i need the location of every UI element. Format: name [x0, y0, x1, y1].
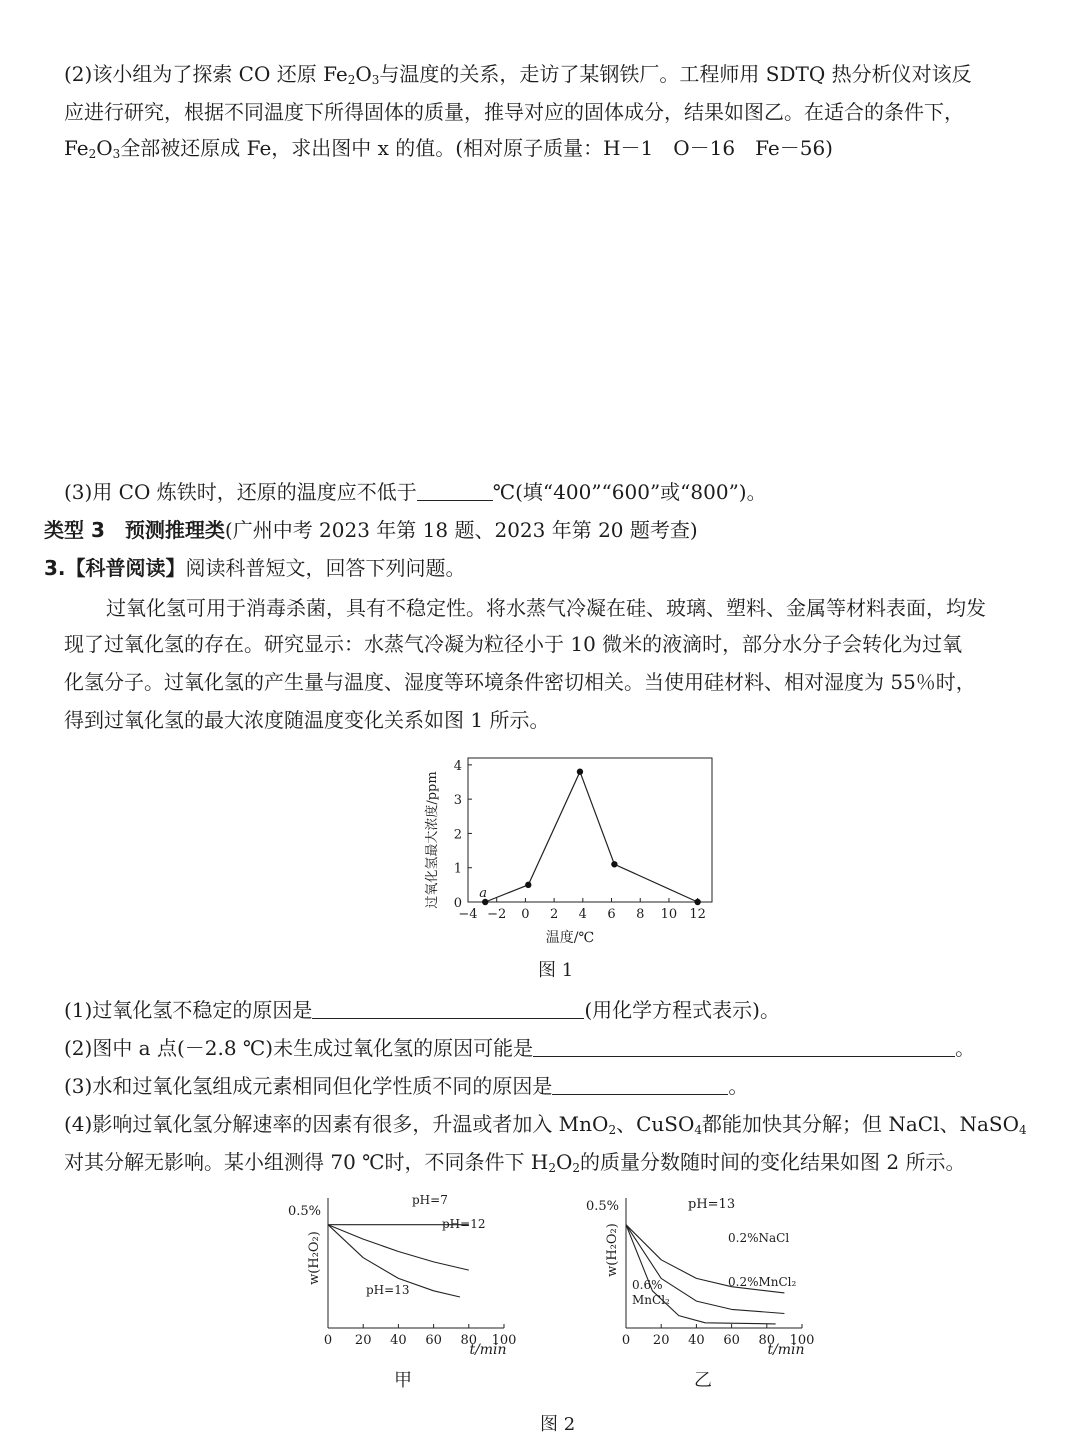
item3-heading	[44, 556, 466, 580]
question-4-line2-a: 对其分解无影响。某小组测得 70 ℃时，不同条件下 H	[64, 1150, 549, 1174]
fig1-x-tick-label: −2	[487, 907, 507, 922]
passage-line-4: 得到过氧化氢的最大浓度随温度变化关系如图 1 所示。	[64, 708, 550, 732]
fig1-y-tick-label: 4	[453, 758, 462, 774]
fig2b-x-tick-label: 40	[688, 1333, 705, 1348]
fig1-x-tick-label: 2	[549, 907, 559, 922]
q2-text-c: 与温度的关系，走访了某钢铁厂。工程师用 SDTQ 热分析仪对该反	[379, 62, 972, 86]
fig2a-x-tick-label: 80	[460, 1333, 478, 1348]
type3-note: (广州中考 2023 年第 18 题、2023 年第 20 题考查)	[224, 518, 698, 542]
q2-line-1: (2)该小组为了探索 CO 还原 $Fe_2O_3$与温度的关系，走访了某钢铁厂。工程师用 SDTQ 热分析仪对该反	[64, 62, 972, 87]
fig1-point	[694, 899, 700, 905]
figure-2-left-chart	[280, 1188, 530, 1358]
type3-label: 类型 3 预测推理类	[44, 518, 225, 542]
fig2a-ylabel: w(H₂O₂)	[307, 1231, 322, 1285]
fig2b-xlabel: t/min	[767, 1342, 805, 1358]
q2-line-3: $Fe_2O_3$全部被还原成 Fe，求出图中 x 的值。(相对原子质量：H－1 O－16 Fe－56)	[64, 136, 833, 161]
question-1	[64, 998, 780, 1022]
figure-1-chart	[420, 750, 720, 950]
q2-text-b: O	[355, 62, 372, 86]
fig1-point-a-label: a	[479, 886, 487, 901]
q3-answer-blank[interactable]	[417, 482, 493, 501]
fig2b-ytick: 0.5%	[586, 1199, 620, 1214]
type3-heading	[44, 518, 698, 542]
q2-line3-c: 全部被还原成 Fe，求出图中 x 的值。(相对原子质量：H－1 O－16 Fe－56)	[120, 136, 833, 160]
fig1-y-tick-label: 0	[453, 896, 462, 911]
fig1-y-tick-label: 3	[453, 793, 462, 809]
q2-line-2: 应进行研究，根据不同温度下所得固体的质量，推导对应的固体成分，结果如图乙。在适合的条件下，	[64, 100, 964, 124]
fig2a-series-label: pH=12	[442, 1217, 486, 1231]
question-3-suffix: 。	[728, 1074, 749, 1098]
question-4-text-c: 都能加快其分解；但 NaCl、NaSO	[702, 1112, 1020, 1136]
question-4-text-a: (4)影响过氧化氢分解速率的因素有很多，升温或者加入 MnO	[64, 1112, 609, 1136]
figure-1-caption: 图 1	[538, 960, 574, 981]
question-4-line2-c: 的质量分数随时间的变化结果如图 2 所示。	[580, 1150, 966, 1174]
question-1-suffix: (用化学方程式表示)。	[584, 998, 780, 1022]
fig1-y-tick-label: 1	[453, 861, 462, 877]
passage-line-2: 现了过氧化氢的存在。研究显示：水蒸气冷凝为粒径小于 10 微米的液滴时，部分水分子会转化为过氧	[64, 632, 963, 656]
figure-2-right-caption: 乙	[694, 1370, 712, 1391]
question-2	[64, 1036, 975, 1060]
fig1-x-tick-label: 0	[521, 907, 530, 922]
question-3-text: (3)水和过氧化氢组成元素相同但化学性质不同的原因是	[64, 1074, 553, 1098]
fig1-frame	[468, 758, 712, 902]
fig2b-series-label: 0.6%	[632, 1278, 663, 1292]
fig2b-annotation: pH=13	[688, 1197, 736, 1212]
fig1-point	[611, 861, 617, 867]
question-3-blank[interactable]	[552, 1076, 728, 1095]
question-2-blank[interactable]	[533, 1038, 955, 1057]
fig2b-x-tick-label: 80	[758, 1333, 776, 1348]
figure-2-caption: 图 2	[540, 1414, 576, 1435]
fig1-x-tick-label: 10	[660, 907, 678, 922]
fig1-point	[525, 882, 531, 888]
fig2b-ylabel: w(H₂O₂)	[605, 1223, 620, 1277]
fig2a-xlabel: t/min	[469, 1342, 507, 1358]
item3-head-rest: 阅读科普短文，回答下列问题。	[185, 556, 466, 580]
fig2a-series-line	[328, 1225, 469, 1270]
q2-line3-b: O	[96, 136, 113, 160]
fig2b-series-label: MnCl₂	[632, 1293, 670, 1307]
fig2b-x-tick-label: 100	[789, 1333, 815, 1348]
fig1-line	[485, 772, 697, 902]
fig2b-x-tick-label: 20	[652, 1333, 670, 1348]
fig1-x-tick-label: 12	[689, 907, 706, 922]
fig1-x-tick-label: 8	[636, 907, 645, 922]
fig2a-x-tick-label: 0	[323, 1333, 333, 1348]
question-2-text: (2)图中 a 点(－2.8 ℃)未生成过氧化氢的原因可能是	[64, 1036, 534, 1060]
question-4-text-b: 、CuSO	[616, 1112, 695, 1136]
figure-2-right-chart	[578, 1188, 828, 1358]
item3-head: 3.【科普阅读】	[44, 556, 186, 580]
fig2a-x-tick-label: 100	[491, 1333, 517, 1348]
q3-line	[64, 480, 767, 504]
q2-text-a: (2)该小组为了探索 CO 还原 Fe	[64, 62, 348, 86]
fig2a-series-label: pH=13	[366, 1283, 410, 1297]
figure-2-left-caption: 甲	[394, 1370, 412, 1391]
fig1-x-tick-label: −4	[458, 907, 478, 922]
passage-line-3: 化氢分子。过氧化氢的产生量与温度、湿度等环境条件密切相关。当使用硅材料、相对湿度为 55％时，	[64, 670, 976, 694]
passage-line-1: 过氧化氢可用于消毒杀菌，具有不稳定性。将水蒸气冷凝在硅、玻璃、塑料、金属等材料表面，均发	[106, 596, 986, 620]
fig2a-x-tick-label: 40	[390, 1333, 407, 1348]
fig2b-x-tick-label: 0	[621, 1333, 631, 1348]
fig2a-x-tick-label: 20	[354, 1333, 372, 1348]
fig1-xlabel: 温度/℃	[545, 930, 595, 946]
q3-suffix: ℃(填“400”“600”或“800”)。	[492, 480, 767, 504]
fig2b-series-label: 0.2%NaCl	[728, 1231, 790, 1245]
fig1-y-tick-label: 2	[453, 827, 462, 843]
question-1-blank[interactable]	[312, 1000, 584, 1019]
fig2b-series-label: 0.2%MnCl₂	[728, 1275, 797, 1289]
question-4-line-2: 对其分解无影响。某小组测得 70 ℃时，不同条件下 $H_2O_2$的质量分数随时间的变化结果如图 2 所示。	[64, 1150, 966, 1175]
question-2-suffix: 。	[955, 1036, 976, 1060]
question-4-line2-b: O	[555, 1150, 573, 1174]
fig1-x-tick-label: 4	[578, 907, 587, 922]
question-4-line-1: (4)影响过氧化氢分解速率的因素有很多，升温或者加入 MnO$_2$、CuSO$_4$都能加快其分解；但 NaCl、NaSO$_4$	[64, 1112, 1027, 1137]
fig1-ylabel: 过氧化氢最大浓度/ppm	[425, 771, 440, 909]
q3-prefix: (3)用 CO 炼铁时，还原的温度应不低于	[64, 480, 417, 504]
question-1-text: (1)过氧化氢不稳定的原因是	[64, 998, 313, 1022]
fig2a-ytick: 0.5%	[288, 1204, 322, 1219]
fig2b-x-tick-label: 60	[723, 1333, 740, 1348]
fig2a-series-label: pH=7	[412, 1193, 448, 1207]
question-3	[64, 1074, 748, 1098]
q2-line3-a: Fe	[64, 136, 89, 160]
fig2a-x-tick-label: 60	[425, 1333, 442, 1348]
fig1-x-tick-label: 6	[607, 907, 616, 922]
fig1-point	[577, 769, 583, 775]
